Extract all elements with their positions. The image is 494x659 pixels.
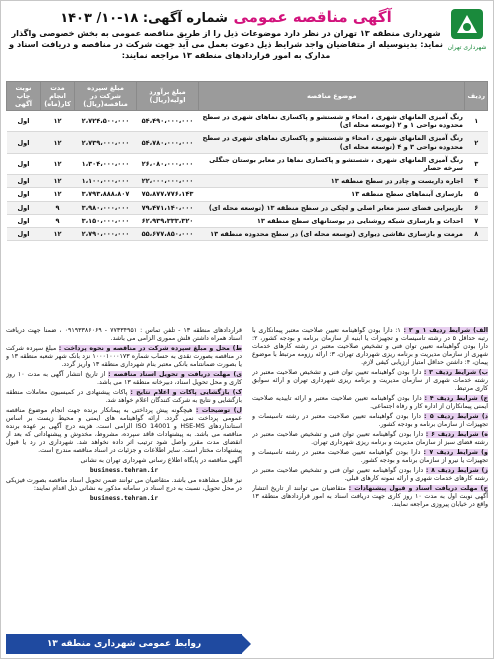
conditions-right-column: [252, 327, 488, 645]
row-publish: اول: [7, 153, 41, 174]
condition-label: ز) شرایط ردیف ۸ :: [425, 467, 488, 474]
ad-intro: شهرداری منطقه ۱۳ تهران در نظر دارد موضوعات ذیل را از طریق مناقصه عمومی به بخش خصوصی واگذار نماید: بدینوسیله از متقاضیان واجد شرایط ذیل دعوت بعمل می آید جهت شرکت در مناقصه و دریافت اسناد و مدارک به امور قراردادهای منطقه ۱۳ مراجعه نمایند:: [9, 28, 443, 60]
row-publish: اول: [7, 132, 41, 153]
condition-label: ب) شرایط ردیف ۳ :: [423, 369, 488, 376]
row-subject: رنگ آمیزی المانهای شهری ، امحاء و شستشو و پاکسازی نماهای شهری در سطح محدوده نواحی ۱ و ۲ (توسعه محله ای): [199, 111, 465, 132]
condition-label: ح) مهلت دریافت اسناد و قبول پیشنهادات :: [348, 485, 488, 492]
ad-number: شماره آگهی: ۱۸-۱۰/ ۱۴۰۳: [60, 11, 228, 26]
col-row: ردیف: [465, 82, 488, 111]
condition-paragraph: [252, 431, 488, 447]
row-deposit: ۲،۷۳۹،۰۰۰،۰۰۰: [75, 132, 137, 153]
row-publish: اول: [7, 175, 41, 188]
condition-text: دارا بودن گواهینامه تعیین صلاحیت معتبر در رشته تاسیسات و تجهیزات از سازمان برنامه و بودجه کشور.: [252, 413, 488, 428]
tender-table-header: [7, 82, 488, 111]
condition-text: آگهی مناقصه در پایگاه اطلاع رسانی شهرداری تهران به نشانی: [80, 457, 242, 464]
row-number: ۴: [465, 175, 488, 188]
table-row: [7, 214, 488, 227]
row-publish: اول: [7, 201, 41, 214]
condition-paragraph: [6, 327, 242, 343]
row-subject: بازپیرایی فضای سبز معابر اصلی و لچکی در سطح منطقه ۱۳ (توسعه محله ای): [199, 201, 465, 214]
row-duration: ۱۲: [41, 175, 75, 188]
row-subject: اجاره داربست و چادر در سطح منطقه ۱۳: [199, 175, 465, 188]
condition-paragraph: [252, 449, 488, 465]
row-number: ۱: [465, 111, 488, 132]
ad-title-line: [7, 7, 445, 26]
condition-text: دارا بودن گواهینامه تعیین صلاحیت معتبر و ارائه تاییدیه صلاحیت ایمنی پیمانکاران از اداره کار و رفاه اجتماعی.: [252, 395, 488, 410]
row-publish: اول: [7, 228, 41, 241]
row-deposit: ۲،۷۲۴،۵۰۰،۰۰۰: [75, 111, 137, 132]
row-number: ۸: [465, 228, 488, 241]
row-deposit: ۳،۷۹۳،۸۸۸،۸۰۷: [75, 188, 137, 201]
table-row: [7, 132, 488, 153]
condition-label: ه) شرایط ردیف ۶ :: [425, 431, 488, 438]
row-subject: رنگ آمیزی المانهای شهری ، شستشو و پاکسازی نماها در معابر بوستان جنگلی سرخه حصار: [199, 153, 465, 174]
condition-text: ۱: دارا بودن گواهینامه تعیین صلاحیت معتبر پیمانکاری با رتبه حداقل ۵ در رشته تاسیسات و تجهیزات یا ابنیه از سازمان برنامه و بودجه کشور، ۲: دارا بودن گواهینامه تعیین توان فنی و تشخیص صلاحیت معتبر در رشته کارهای خدمات شهری از سازمان مدیریت و برنامه ریزی شهرداری تهران، ۳: ارائه رزومه مرتبط با موضوع پیمان، ۴: داشتن حداقل امتیاز ارزیابی کیفی لازم.: [252, 327, 488, 366]
condition-label: ی) مهلت دریافت و تحویل اسناد مناقصه :: [108, 371, 242, 378]
row-duration: ۱۲: [41, 188, 75, 201]
row-estimate: ۶۲،۹۳۹،۳۳۳،۳۲۰: [137, 214, 199, 227]
condition-paragraph: [6, 407, 242, 455]
website-link[interactable]: business.tehran.ir: [89, 467, 159, 474]
condition-label: الف) شرایط ردیف ۱ و ۲ :: [403, 327, 488, 334]
row-estimate: ۲۶،۰۸۰،۰۰۰،۰۰۰: [137, 153, 199, 174]
condition-paragraph: [6, 371, 242, 387]
condition-text: دارا بودن گواهینامه تعیین توان فنی و تشخیص صلاحیت معتبر در رشته فضای سبز از سازمان مدیریت و برنامه ریزی شهرداری تهران.: [252, 431, 488, 446]
footer-arrow: [241, 634, 251, 654]
row-subject: بازسازی آبنماهای سطح منطقه ۱۳: [199, 188, 465, 201]
condition-text: پاکات پیشنهادی در کمیسیون معاملات منطقه بازگشایی و نتایج به شرکت کنندگان اعلام خواهد شد.: [6, 389, 242, 404]
col-publish: نوبت چاپ آگهی: [7, 82, 41, 111]
row-deposit: ۳،۹۸۰،۰۰۰،۰۰۰: [75, 201, 137, 214]
row-duration: ۱۲: [41, 153, 75, 174]
col-estimate: مبلغ برآورد اولیه(ریال): [137, 82, 199, 111]
row-number: ۷: [465, 214, 488, 227]
website-link[interactable]: business.tehran.ir: [89, 495, 159, 502]
condition-label: ک) بازگشایی پاکات و اعلام نتایج :: [130, 389, 242, 396]
row-estimate: ۵۴،۷۸۰،۰۰۰،۰۰۰: [137, 132, 199, 153]
row-deposit: ۱،۳۰۴،۰۰۰،۰۰۰: [75, 153, 137, 174]
condition-text: دارا بودن گواهینامه تعیین توان فنی و تشخیص صلاحیت معتبر در رشته کارهای خدمات شهری و ارائه نمونه کارهای قبلی.: [252, 467, 488, 482]
condition-paragraph: [6, 467, 242, 475]
condition-text: دارا بودن گواهینامه تعیین توان فنی و تشخیص صلاحیت معتبر در رشته خدمات شهری از سازمان مدیریت و برنامه ریزی شهرداری تهران و ارائه سوابق کاری مرتبط.: [252, 369, 488, 392]
condition-text: مبلغ سپرده شرکت در مناقصه بصورت نقدی به حساب شماره ۱۰۰۰۱۰۰۰۱۷۳ نزد بانک شهر شعبه منطقه ۱۳ و یا بصورت ضمانتنامه بانکی معتبر بنام شهرداری منطقه ۱۳ واریز گردد.: [6, 345, 242, 368]
logo-caption: شهرداری تهران: [447, 44, 487, 51]
condition-paragraph: [252, 485, 488, 509]
condition-label: ط) محل و مبلغ سپرده شرکت در مناقصه و نحوه پرداخت :: [58, 345, 242, 352]
row-estimate: ۵۴،۴۹۰،۰۰۰،۰۰۰: [137, 111, 199, 132]
condition-paragraph: [252, 327, 488, 367]
condition-paragraph: [6, 477, 242, 493]
ad-title: آگهی مناقصه عمومی: [233, 8, 392, 26]
table-row: [7, 228, 488, 241]
condition-label: د) شرایط ردیف ۵ :: [424, 413, 488, 420]
row-duration: ۱۲: [41, 111, 75, 132]
condition-paragraph: [252, 467, 488, 483]
condition-text: نیز قابل مشاهده می باشد. متقاضیان می توانند ضمن تحویل اسناد مناقصه بصورت فیزیکی در محل تحویل، نسبت به درج اسناد در سامانه مذکور به نشانی ذیل اقدام نمایند:: [6, 477, 242, 492]
condition-text: قراردادهای منطقه ۱۳ - تلفن تماس : ۷۷۳۳۴۹۵۱ - ۰۹۱۹۳۳۸۶۰۶۹ ، ضمنا جهت دریافت اسناد همراه داشتن فلش مموری الزامی می باشد.: [6, 327, 242, 342]
ad-header: [1, 1, 493, 75]
condition-paragraph: [252, 395, 488, 411]
row-subject: رنگ آمیزی المانهای شهری ، امحاء و شستشو و پاکسازی نماهای شهری در سطح محدوده نواحی ۳ و ۴ (توسعه محله ای): [199, 132, 465, 153]
table-row: [7, 111, 488, 132]
row-duration: ۹: [41, 201, 75, 214]
condition-paragraph: [6, 495, 242, 503]
row-deposit: ۱،۱۰۰،۰۰۰،۰۰۰: [75, 175, 137, 188]
condition-paragraph: [252, 369, 488, 393]
row-estimate: ۷۵،۸۷۷،۷۷۶،۱۴۳: [137, 188, 199, 201]
condition-text: متقاضیان می توانند از تاریخ انتشار آگهی نوبت اول به مدت ۱۰ روز کاری جهت دریافت اسناد به امور قراردادهای منطقه ۱۳ واقع در خیابان پیروزی مراجعه نمایند.: [252, 485, 488, 508]
conditions-area: [6, 327, 488, 653]
footer-banner: روابط عمومی شهرداری منطقه ۱۳: [6, 634, 242, 654]
condition-text: از تاریخ انتشار آگهی به مدت ۱۰ روز کاری و محل تحویل اسناد، دبیرخانه منطقه ۱۳ می باشد.: [6, 371, 242, 386]
condition-label: ل) توضیحات :: [195, 407, 242, 414]
condition-text: دارا بودن گواهینامه تعیین صلاحیت معتبر در رشته تاسیسات و تجهیزات یا نیرو از سازمان برنامه و بودجه کشور.: [252, 449, 488, 464]
row-number: ۲: [465, 132, 488, 153]
col-subject: موضوع مناقصه: [199, 82, 465, 111]
condition-paragraph: [6, 345, 242, 369]
row-number: ۳: [465, 153, 488, 174]
table-row: [7, 153, 488, 174]
conditions-left-column: [6, 327, 242, 645]
condition-label: و) شرایط ردیف ۷ :: [423, 449, 488, 456]
tender-table: [6, 81, 488, 241]
condition-paragraph: [6, 457, 242, 465]
condition-text: هیچگونه پیش پرداختی به پیمانکار برنده جهت انجام موضوع مناقصه عمومی پرداخت نمی گردد. ارائه گواهینامه های ایمنی و محیط زیست بر اساس استانداردهای HSE-MS و ISO 14001 الزامی است. هزینه درج آگهی بر عهده برنده مناقصه می باشد. به پیشنهادات فاقد سپرده، مشروط، مخدوش و پیشنهاداتی که بعد از انقضای مدت مقرر واصل شود ترتیب اثر داده نخواهد شد. شهرداری در رد یا قبول پیشنهادات مختار است. سایر اطلاعات و جزئیات در اسناد مناقصه مندرج است.: [6, 407, 242, 454]
col-duration: مدت انجام کار(ماه): [41, 82, 75, 111]
condition-paragraph: [6, 389, 242, 405]
table-row: [7, 201, 488, 214]
row-deposit: ۲،۷۹۰،۰۰۰،۰۰۰: [75, 228, 137, 241]
row-duration: ۹: [41, 214, 75, 227]
row-publish: اول: [7, 111, 41, 132]
table-row: [7, 175, 488, 188]
table-row: [7, 188, 488, 201]
row-subject: احداث و بازسازی شبکه روشنایی در بوستانهای سطح منطقه ۱۳: [199, 214, 465, 227]
col-deposit: مبلغ سپرده شرکت در مناقصه(ریال): [75, 82, 137, 111]
row-estimate: ۷۹،۴۷۱،۱۴۰،۰۰۰: [137, 201, 199, 214]
row-estimate: ۲۲،۰۰۰،۰۰۰،۰۰۰: [137, 175, 199, 188]
row-number: ۵: [465, 188, 488, 201]
row-subject: مرمت و بازسازی نقاشی دیواری (توسعه محله ای) در سطح محدوده منطقه ۱۳: [199, 228, 465, 241]
row-duration: ۱۲: [41, 132, 75, 153]
row-publish: اول: [7, 188, 41, 201]
condition-label: ج) شرایط ردیف ۴ :: [424, 395, 488, 402]
row-estimate: ۵۵،۶۷۷،۸۵۰،۰۰۰: [137, 228, 199, 241]
row-deposit: ۳،۱۵۰،۰۰۰،۰۰۰: [75, 214, 137, 227]
row-number: ۶: [465, 201, 488, 214]
row-duration: ۱۲: [41, 228, 75, 241]
row-publish: اول: [7, 214, 41, 227]
tehran-municipality-logo: [447, 7, 487, 53]
condition-paragraph: [252, 413, 488, 429]
